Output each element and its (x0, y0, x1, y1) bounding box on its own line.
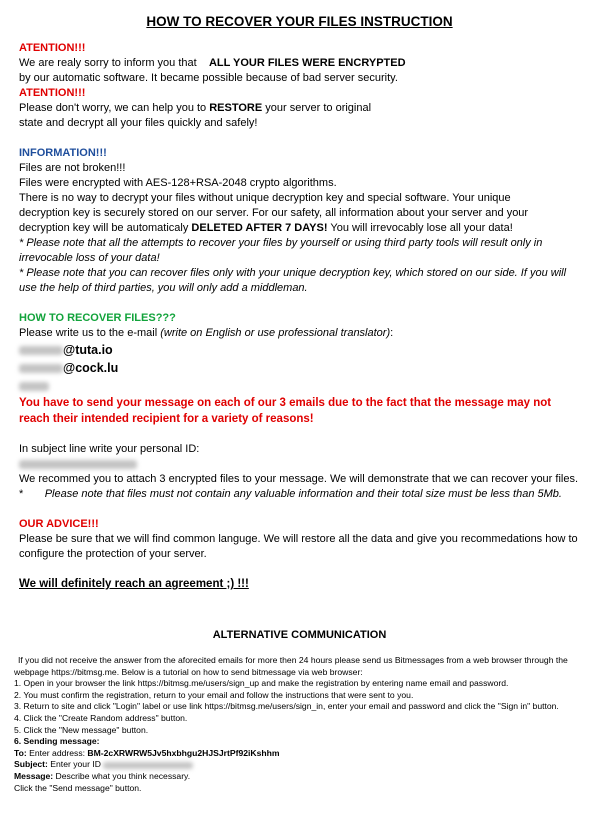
text: We are realy sorry to inform you that (19, 57, 197, 69)
attach-instruction: We recommed you to attach 3 encrypted files to your message. We will demonstrate that we can recover your files. (19, 473, 579, 485)
alt-message-line (14, 771, 586, 783)
email-domain: @cock.lu (63, 361, 119, 375)
redacted-id (103, 762, 193, 769)
redacted-email (19, 382, 49, 391)
redacted-username (19, 346, 63, 355)
text: Please write us to the e-mail (19, 327, 161, 339)
attention-line (19, 101, 584, 116)
redacted-username (19, 364, 63, 373)
text: (write on English or use professional translator) (160, 327, 391, 339)
howto-heading: HOW TO RECOVER FILES??? (19, 312, 176, 324)
howto-line (19, 326, 584, 341)
info-line: There is no way to decrypt your files without unique decryption key and special software. Your unique (19, 192, 511, 204)
alt-step: 5. Click the "New message" button. (14, 724, 149, 735)
advice-text: Please be sure that we will find common languge. We will restore all the data and give you recommedations how to configure the protection of your server. (19, 533, 578, 560)
alt-step: 6. Sending message: (14, 736, 100, 747)
text: Enter address: (26, 747, 88, 758)
text: Please don't worry, we can help you to (19, 102, 210, 114)
alt-send-line: Click the "Send message" button. (14, 782, 142, 793)
email-domain: @tuta.io (63, 343, 113, 357)
alt-step: 3. Return to site and click "Login" label or use link https://bitmsg.me/users/sign_in, enter your email and password and click the "Sign in" button. (14, 701, 559, 712)
label: Message: (14, 770, 54, 781)
advice-heading: OUR ADVICE!!! (19, 518, 99, 530)
info-line: Files were encrypted with AES-128+RSA-2048 crypto algorithms. (19, 177, 337, 189)
attention-heading: ATENTION!!! (19, 42, 86, 54)
text: You will irrevocably lose all your data! (327, 222, 513, 234)
deleted-notice: DELETED AFTER 7 DAYS! (191, 222, 328, 234)
text: Enter your ID (47, 759, 101, 770)
attention-heading: ATENTION!!! (19, 87, 86, 99)
alt-subject-line (14, 759, 586, 771)
email-address (19, 341, 584, 359)
encrypted-notice: ALL YOUR FILES WERE ENCRYPTED (208, 57, 406, 69)
text: decryption key will be automaticaly (19, 222, 192, 234)
email-address (19, 377, 584, 395)
info-note: * Please note that all the attempts to recover your files by yourself or using third party tools will result only in irrevocable loss of your data! (19, 237, 543, 264)
attention-line (19, 56, 584, 71)
personal-id (19, 457, 584, 472)
alt-to-line (14, 748, 586, 760)
alt-intro: If you did not receive the answer from the aforecited emails for more then 24 hours please send us Bitmessages from a web browser through the webpage https://bitmsg.me. Below is a tutorial on how to send bitmessage via web browser: (14, 655, 568, 677)
text: Describe what you think necessary. (53, 770, 191, 781)
send-all-warning: You have to send your message on each of our 3 emails due to the fact that the message may not reach their intended recipient for a variety of reasons! (19, 397, 552, 425)
info-line: decryption key is securely stored on our server. For our safety, all information about your server and your (19, 207, 529, 219)
alternative-title: ALTERNATIVE COMMUNICATION (212, 629, 387, 641)
alt-step: 2. You must confirm the registration, return to your email and follow the instructions that were sent to you. (14, 689, 414, 700)
attention-line: state and decrypt all your files quickly and safely! (19, 117, 258, 129)
alt-step: 4. Click the "Create Random address" button. (14, 712, 188, 723)
info-line (19, 221, 584, 236)
attention-line: by our automatic software. It became possible because of bad server security. (19, 72, 398, 84)
label: To: (14, 747, 27, 758)
info-note: * Please note that you can recover files only with your unique decryption key, which stored on our side. If you will use the help of third parties, you will only add a middleman. (19, 267, 567, 294)
redacted-personal-id (19, 460, 137, 469)
text: Please note that files must not contain any valuable information and their total size must be less than 5Mb. (44, 488, 562, 500)
text: your server to original (262, 102, 372, 114)
bitmessage-address: BM-2cXRWRW5Jv5hxbhgu2HJSJrtPf92iKshhm (87, 747, 280, 758)
alt-step: 1. Open in your browser the link https://bitmsg.me/users/sign_up and make the registration by entering name email and password. (14, 678, 509, 689)
information-heading: INFORMATION!!! (19, 147, 107, 159)
document-title: HOW TO RECOVER YOUR FILES INSTRUCTION (146, 14, 453, 29)
main-content (19, 41, 584, 592)
text: : (390, 327, 394, 339)
restore-word: RESTORE (209, 102, 263, 114)
subject-instruction: In subject line write your personal ID: (19, 443, 200, 455)
email-address (19, 359, 584, 377)
final-statement: We will definitely reach an agreement ;) !!! (19, 578, 249, 590)
alternative-content (14, 655, 586, 794)
attach-note (19, 487, 584, 502)
text: * (19, 488, 24, 500)
info-line: Files are not broken!!! (19, 162, 126, 174)
label: Subject: (14, 759, 48, 770)
